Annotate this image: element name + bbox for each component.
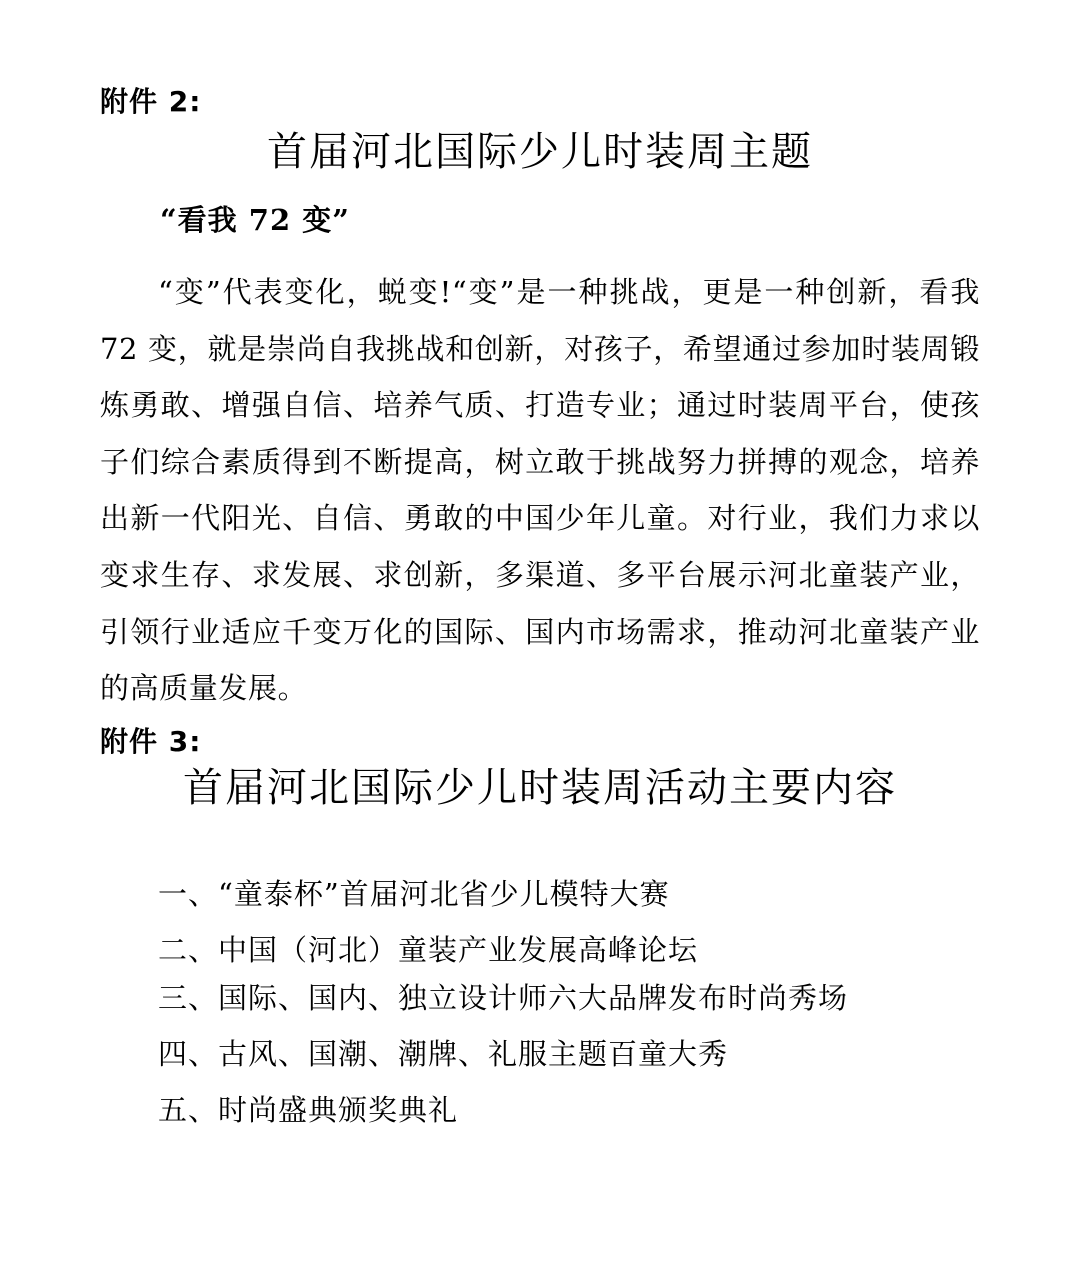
list-item: 二、中国（河北）童装产业发展高峰论坛 — [158, 933, 699, 967]
list-item: 四、古风、国潮、潮牌、礼服主题百童大秀 — [158, 1037, 729, 1071]
theme-slogan: “看我 72 变” — [160, 203, 350, 237]
attachment-2-title: 首届河北国际少儿时装周主题 — [267, 129, 813, 175]
attachment-3-label: 附件 3: — [100, 725, 202, 758]
attachment-3-title: 首届河北国际少儿时装周活动主要内容 — [183, 765, 897, 811]
theme-description-paragraph: “变”代表变化，蜕变!“变”是一种挑战，更是一种创新，看我 72 变，就是崇尚自我挑战和创新，对孩子，希望通过参加时装周锻炼勇敢、增强自信、培养气质、打造专业；通过时装周平台，使孩子们综合素质得到不断提高，树立敢于挑战努力拼搏的观念，培养出新一代阳光、自信、勇敢的中国少年儿童。对行业，我们力求以变求生存、求发展、求创新，多渠道、多平台展示河北童装产业，引领行业适应千变万化的国际、国内市场需求，推动河北童装产业的高质量发展。 — [100, 275, 980, 706]
list-item: 五、时尚盛典颁奖典礼 — [158, 1093, 459, 1127]
list-item: 三、国际、国内、独立设计师六大品牌发布时尚秀场 — [158, 981, 849, 1015]
list-item: 一、“童泰杯”首届河北省少儿模特大赛 — [158, 877, 670, 911]
attachment-2-label: 附件 2: — [100, 85, 202, 118]
